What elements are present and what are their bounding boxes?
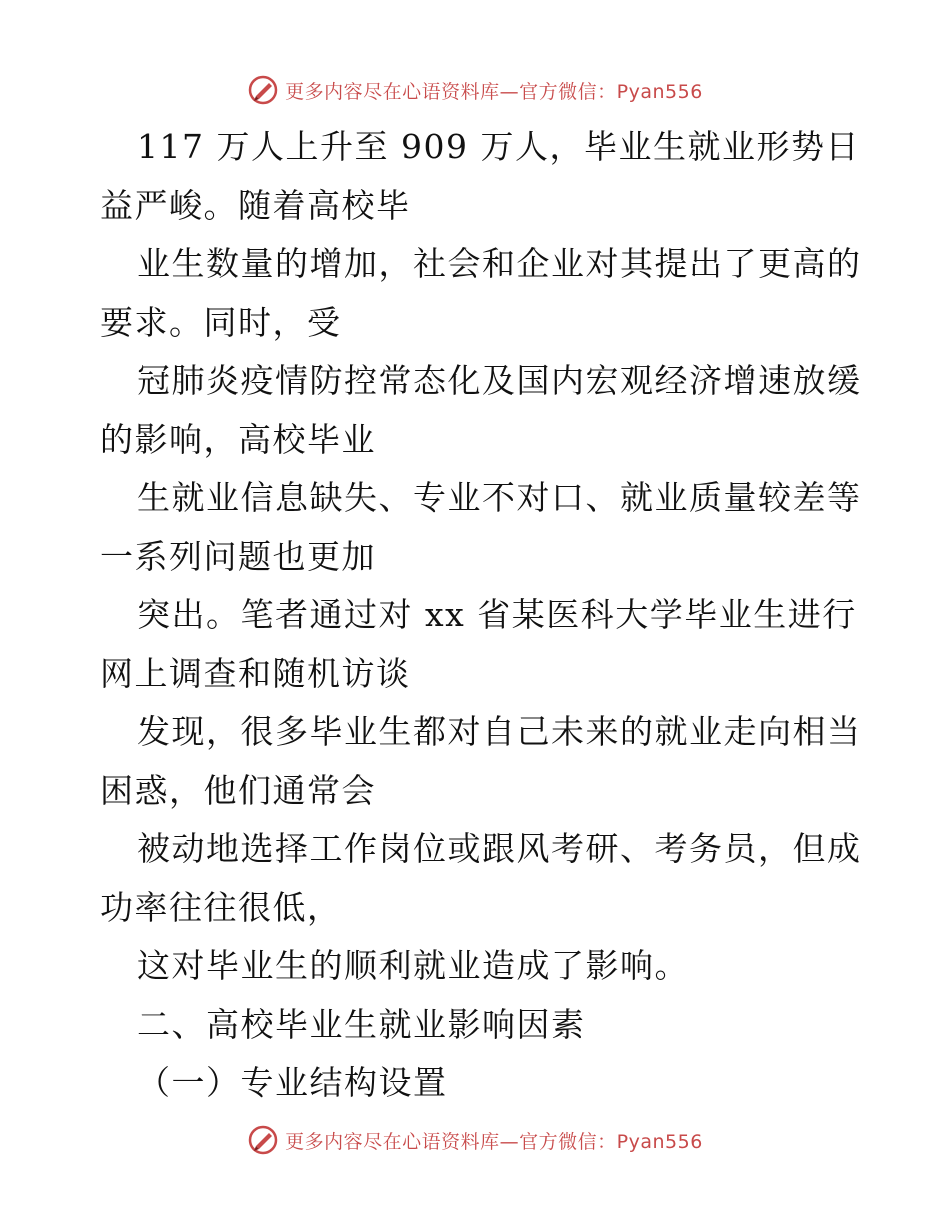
watermark-text: 更多内容尽在心语资料库—官方微信：Pyan556 [285,1130,703,1153]
footer-watermark [0,1120,950,1160]
body-line: 一系列问题也更加 [100,536,376,576]
pen-seal-icon [247,74,279,106]
body-line: 困惑，他们通常会 [100,770,376,810]
body-line: 突出。笔者通过对 xx 省某医科大学毕业生进行 [137,595,857,634]
body-line: 功率往往很低， [100,887,342,927]
body-line: 的影响，高校毕业 [100,419,376,459]
pen-seal-icon [247,1124,279,1156]
body-line: 益严峻。随着高校毕 [100,185,411,225]
body-line: 发现，很多毕业生都对自己未来的就业走向相当 [137,712,862,751]
body-line: 冠肺炎疫情防控常态化及国内宏观经济增速放缓 [137,361,862,400]
document-body [100,118,860,1113]
subsection-heading: （一）专业结构设置 [137,1063,448,1102]
watermark-text: 更多内容尽在心语资料库—官方微信：Pyan556 [285,80,703,103]
body-line: 这对毕业生的顺利就业造成了影响。 [137,946,689,985]
body-line: 生就业信息缺失、专业不对口、就业质量较差等 [137,478,862,517]
body-line: 被动地选择工作岗位或跟风考研、考务员，但成 [137,829,862,868]
header-watermark [0,70,950,110]
body-line: 要求。同时，受 [100,302,342,342]
body-line: 业生数量的增加，社会和企业对其提出了更高的 [137,244,862,283]
body-line: 117 万人上升至 909 万人，毕业生就业形势日 [137,127,860,166]
section-heading: 二、高校毕业生就业影响因素 [137,1004,586,1044]
body-line: 网上调查和随机访谈 [100,653,411,693]
